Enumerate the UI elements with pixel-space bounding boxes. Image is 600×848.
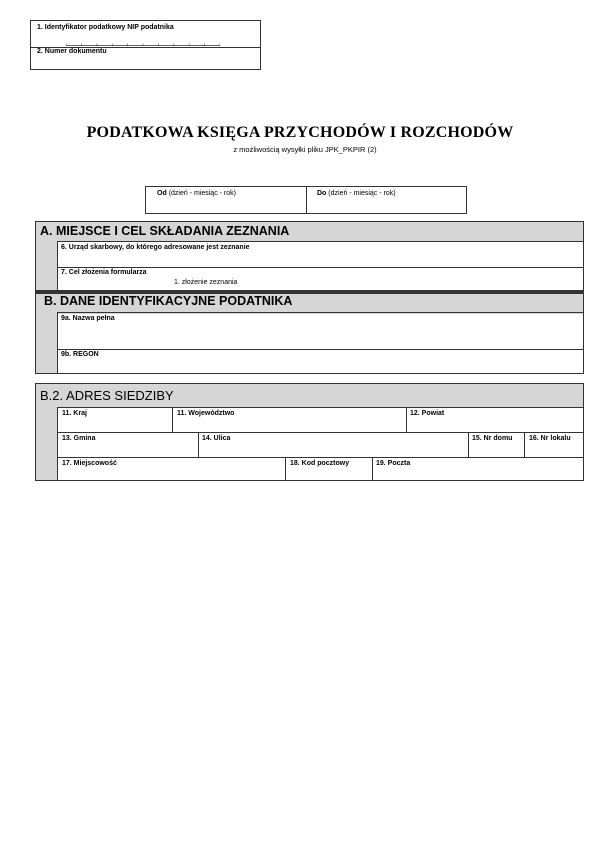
period-from-label: Od <box>157 190 167 197</box>
purpose-label: 7. Cel złożenia formularza <box>61 269 147 276</box>
tax-office-label: 6. Urząd skarbowy, do którego adresowane jest zeznanie <box>61 244 250 251</box>
nip-input[interactable] <box>66 43 220 46</box>
voivodeship-label: 11. Województwo <box>177 410 235 417</box>
section-b2-title: B.2. ADRES SIEDZIBY <box>40 388 174 403</box>
voivodeship-field[interactable] <box>172 407 406 432</box>
doc-number-label: 2. Numer dokumentu <box>37 48 107 55</box>
form-title: PODATKOWA KSIĘGA PRZYCHODÓW I ROZCHODÓW <box>86 124 514 141</box>
city-field[interactable] <box>58 457 285 481</box>
purpose-option[interactable]: 1. złożenie zeznania <box>174 279 238 286</box>
divider <box>306 187 307 213</box>
county-label: 12. Powiat <box>410 410 445 417</box>
house-number-field[interactable] <box>468 432 524 457</box>
section-b2-sidebar <box>36 407 58 480</box>
municipality-label: 13. Gmina <box>62 435 96 442</box>
country-label: 11. Kraj <box>62 410 87 417</box>
apartment-number-label: 16. Nr lokalu <box>529 435 571 442</box>
municipality-field[interactable] <box>58 432 198 457</box>
post-office-field[interactable] <box>372 457 583 481</box>
period-from-hint: (dzień - miesiąc - rok) <box>168 190 236 197</box>
postal-code-field[interactable] <box>285 457 372 481</box>
section-b-sidebar <box>36 312 58 373</box>
city-label: 17. Miejscowość <box>62 460 117 467</box>
section-b2-header <box>36 384 583 407</box>
period-from-field[interactable] <box>157 190 236 197</box>
street-field[interactable] <box>198 432 468 457</box>
section-a <box>35 221 584 291</box>
period-box <box>145 186 467 214</box>
house-number-label: 15. Nr domu <box>472 435 513 442</box>
apartment-number-field[interactable] <box>524 432 583 457</box>
county-field[interactable] <box>406 407 583 432</box>
form-subtitle: z możliwością wysyłki pliku JPK_PKPIR (2) <box>233 145 377 154</box>
section-b-title: B. DANE IDENTYFIKACYJNE PODATNIKA <box>44 294 293 308</box>
section-a-header <box>36 222 583 241</box>
regon-field[interactable] <box>58 349 583 374</box>
section-a-title: A. MIEJSCE I CEL SKŁADANIA ZEZNANIA <box>40 224 290 238</box>
tax-office-field[interactable] <box>58 241 583 267</box>
section-b2 <box>35 383 584 481</box>
post-office-label: 19. Poczta <box>376 460 411 467</box>
country-field[interactable] <box>58 407 172 432</box>
period-to-field[interactable] <box>317 190 396 197</box>
section-a-sidebar <box>36 241 58 290</box>
regon-label: 9b. REGON <box>61 351 99 358</box>
street-label: 14. Ulica <box>202 435 231 442</box>
purpose-field[interactable] <box>58 267 583 291</box>
postal-code-label: 18. Kod pocztowy <box>290 460 350 467</box>
period-to-label: Do <box>317 190 327 197</box>
period-to-hint: (dzień - miesiąc - rok) <box>328 190 396 197</box>
section-b-header <box>36 292 583 314</box>
section-b <box>35 291 584 374</box>
nip-label: 1. Identyfikator podatkowy NIP podatnika <box>37 24 174 31</box>
full-name-label: 9a. Nazwa pełna <box>61 315 115 322</box>
full-name-field[interactable] <box>58 312 583 349</box>
